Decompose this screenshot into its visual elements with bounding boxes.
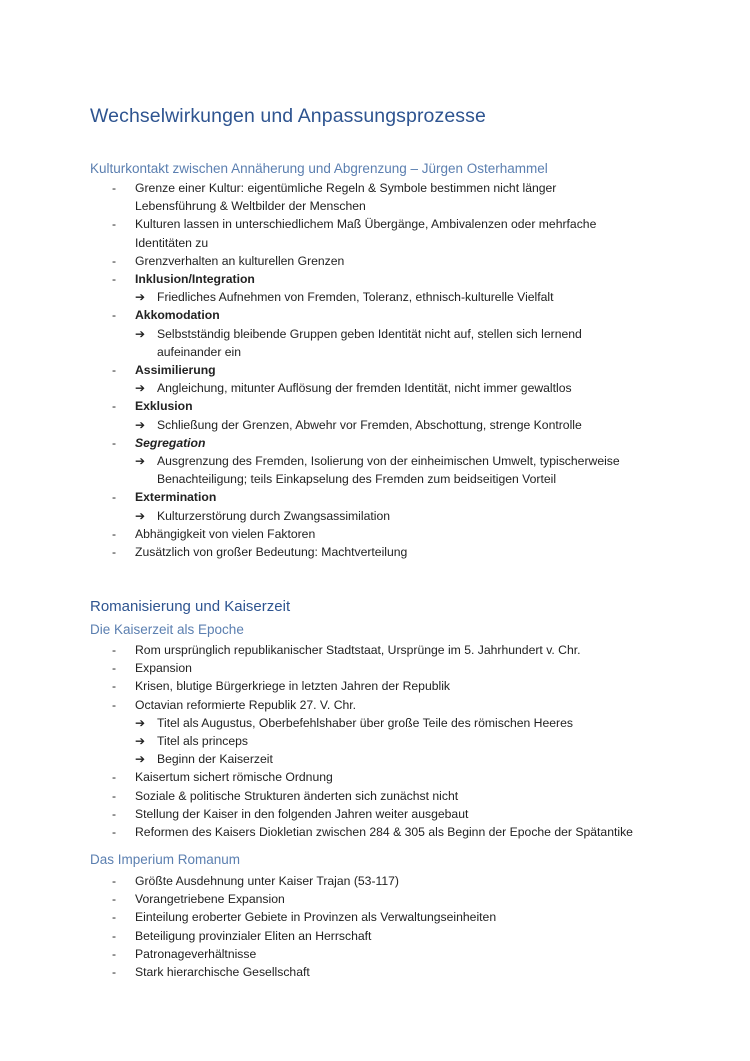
list-item-text bbox=[157, 379, 690, 397]
arrow-right-icon: ➔ bbox=[135, 715, 146, 730]
dash-bullet-icon: - bbox=[112, 363, 117, 378]
list-item-line: Patronageverhältnisse bbox=[135, 946, 257, 961]
list-item-text bbox=[135, 927, 690, 945]
bullet-list-item bbox=[90, 908, 690, 926]
list-item-line: Friedliches Aufnehmen von Fremden, Toleranz, ethnisch-kulturelle Vielfalt bbox=[157, 290, 554, 305]
dash-bullet-icon: - bbox=[112, 892, 117, 907]
dash-bullet-icon: - bbox=[112, 661, 117, 676]
dash-bullet-icon: - bbox=[112, 697, 117, 712]
bullet-list-item bbox=[90, 872, 690, 890]
dash-bullet-icon: - bbox=[112, 490, 117, 505]
dash-bullet-icon: - bbox=[112, 435, 117, 450]
list-item-text bbox=[135, 945, 690, 963]
bullet-list-item bbox=[90, 787, 690, 805]
dash-bullet-icon: - bbox=[112, 181, 117, 195]
arrow-right-icon: ➔ bbox=[135, 454, 146, 469]
list-item-line: Einteilung eroberter Gebiete in Provinzen als Verwaltungseinheiten bbox=[135, 910, 497, 925]
dash-bullet-icon: - bbox=[112, 217, 117, 232]
list-item-line: Rom ursprünglich republikanischer Stadtstaat, Ursprünge im 5. Jahrhundert v. Chr. bbox=[135, 643, 581, 657]
arrow-right-icon: ➔ bbox=[135, 508, 146, 523]
dash-bullet-icon: - bbox=[112, 399, 117, 414]
list-item-line: Grenzverhalten an kulturellen Grenzen bbox=[135, 253, 345, 268]
list-item-text bbox=[135, 696, 690, 714]
list-item-line: Titel als princeps bbox=[157, 734, 248, 749]
bullet-list-item bbox=[90, 270, 690, 288]
bullet-list-item bbox=[90, 434, 690, 452]
list-item-text bbox=[157, 507, 690, 525]
list-item-line: Kulturen lassen in unterschiedlichem Maß Übergänge, Ambivalenzen oder mehrfache bbox=[135, 217, 597, 232]
imperium-romanum-heading: Das Imperium Romanum bbox=[90, 852, 241, 867]
list-item-line: Expansion bbox=[135, 661, 192, 676]
arrow-list-item bbox=[90, 507, 690, 525]
list-item-line: Schließung der Grenzen, Abwehr vor Fremden, Abschottung, strenge Kontrolle bbox=[157, 417, 582, 432]
list-item-text bbox=[157, 325, 690, 361]
section-kulturkontakt-heading: Kulturkontakt zwischen Annäherung und Abgrenzung – Jürgen Osterhammel bbox=[90, 161, 548, 176]
list-item-line: Exklusion bbox=[135, 399, 193, 414]
list-item-line: Titel als Augustus, Oberbefehlshaber über große Teile des römischen Heeres bbox=[157, 715, 573, 730]
arrow-right-icon: ➔ bbox=[135, 381, 146, 396]
list-item-line: Soziale & politische Strukturen änderten sich zunächst nicht bbox=[135, 788, 459, 803]
list-item-text bbox=[135, 270, 690, 288]
bullet-list-item bbox=[90, 179, 690, 215]
bullet-list-item bbox=[90, 823, 690, 841]
list-item-line: Selbstständig bleibende Gruppen geben Identität nicht auf, stellen sich lernend bbox=[157, 326, 582, 341]
bullet-list-item bbox=[90, 215, 690, 251]
bullet-list-item bbox=[90, 677, 690, 695]
list-item-line: Beginn der Kaiserzeit bbox=[157, 752, 273, 767]
list-item-text bbox=[135, 659, 690, 677]
dash-bullet-icon: - bbox=[112, 308, 117, 323]
list-item-line: Beteiligung provinzialer Eliten an Herrschaft bbox=[135, 928, 372, 943]
bullet-list-item bbox=[90, 945, 690, 963]
bullet-list-item bbox=[90, 768, 690, 786]
dash-bullet-icon: - bbox=[112, 825, 117, 840]
dash-bullet-icon: - bbox=[112, 526, 117, 541]
bullet-list-item bbox=[90, 252, 690, 270]
list-item-text bbox=[135, 306, 690, 324]
arrow-list-item bbox=[90, 416, 690, 434]
list-item-text bbox=[157, 714, 690, 732]
list-item-text bbox=[135, 823, 690, 841]
bullet-list-item bbox=[90, 397, 690, 415]
list-item-text bbox=[135, 361, 690, 379]
arrow-right-icon: ➔ bbox=[135, 752, 146, 767]
bullet-list-item bbox=[90, 306, 690, 324]
bullet-list-item bbox=[90, 543, 690, 561]
list-item-line: Reformen des Kaisers Diokletian zwischen 284 & 305 als Beginn der Epoche der Spätantike bbox=[135, 825, 633, 840]
list-item-text bbox=[135, 787, 690, 805]
arrow-list-item bbox=[90, 325, 690, 361]
section-romanisierung-heading: Romanisierung und Kaiserzeit bbox=[90, 598, 291, 615]
list-item-line: Octavian reformierte Republik 27. V. Chr. bbox=[135, 697, 357, 712]
dash-bullet-icon: - bbox=[112, 770, 117, 785]
dash-bullet-icon: - bbox=[112, 272, 117, 287]
arrow-right-icon: ➔ bbox=[135, 290, 146, 305]
list-item-line: Extermination bbox=[135, 490, 217, 505]
arrow-list-item bbox=[90, 732, 690, 750]
list-item-text bbox=[135, 805, 690, 823]
list-item-text bbox=[135, 215, 690, 251]
bullet-list-item bbox=[90, 696, 690, 714]
arrow-right-icon: ➔ bbox=[135, 326, 146, 341]
dash-bullet-icon: - bbox=[112, 910, 117, 925]
kulturkontakt-list bbox=[90, 179, 690, 561]
bullet-list-item bbox=[90, 927, 690, 945]
list-item-text bbox=[157, 452, 690, 488]
list-item-text bbox=[135, 677, 690, 695]
kaiserzeit-list bbox=[90, 641, 690, 841]
list-item-line: Ausgrenzung des Fremden, Isolierung von der einheimischen Umwelt, typischerweise bbox=[157, 454, 620, 469]
arrow-right-icon: ➔ bbox=[135, 417, 146, 432]
list-item-text bbox=[135, 252, 690, 270]
list-item-text bbox=[135, 488, 690, 506]
bullet-list-item bbox=[90, 525, 690, 543]
list-item-line: aufeinander ein bbox=[157, 344, 242, 359]
list-item-line: Akkomodation bbox=[135, 308, 220, 323]
dash-bullet-icon: - bbox=[112, 545, 117, 560]
list-item-line: Krisen, blutige Bürgerkriege in letzten Jahren der Republik bbox=[135, 679, 451, 694]
arrow-list-item bbox=[90, 714, 690, 732]
list-item-text bbox=[135, 963, 690, 981]
dash-bullet-icon: - bbox=[112, 788, 117, 803]
list-item-text bbox=[135, 543, 690, 561]
bullet-list-item bbox=[90, 890, 690, 908]
imperium-romanum-list bbox=[90, 872, 690, 981]
list-item-text bbox=[157, 416, 690, 434]
list-item-text bbox=[135, 872, 690, 890]
arrow-list-item bbox=[90, 379, 690, 397]
list-item-line: Zusätzlich von großer Bedeutung: Machtverteilung bbox=[135, 545, 408, 560]
list-item-text bbox=[157, 732, 690, 750]
bullet-list-item bbox=[90, 641, 690, 659]
list-item-line: Benachteiligung; teils Einkapselung des Fremden zum beidseitigen Vorteil bbox=[157, 472, 557, 487]
list-item-line: Inklusion/Integration bbox=[135, 272, 255, 287]
dash-bullet-icon: - bbox=[112, 928, 117, 943]
list-item-line: Angleichung, mitunter Auflösung der fremden Identität, nicht immer gewaltlos bbox=[157, 381, 572, 396]
page-title: Wechselwirkungen und Anpassungsprozesse bbox=[90, 105, 486, 127]
kaiserzeit-epoche-heading: Die Kaiserzeit als Epoche bbox=[90, 622, 244, 637]
arrow-list-item bbox=[90, 750, 690, 768]
list-item-text bbox=[135, 768, 690, 786]
list-item-line: Stark hierarchische Gesellschaft bbox=[135, 965, 310, 980]
list-item-text bbox=[135, 397, 690, 415]
list-item-line: Identitäten zu bbox=[135, 235, 209, 250]
list-item-line: Vorangetriebene Expansion bbox=[135, 892, 285, 907]
bullet-list-item bbox=[90, 659, 690, 677]
list-item-text bbox=[135, 890, 690, 908]
list-item-line: Größte Ausdehnung unter Kaiser Trajan (53-117) bbox=[135, 874, 399, 888]
list-item-text bbox=[135, 434, 690, 452]
dash-bullet-icon: - bbox=[112, 965, 117, 980]
dash-bullet-icon: - bbox=[112, 643, 117, 657]
arrow-right-icon: ➔ bbox=[135, 734, 146, 749]
dash-bullet-icon: - bbox=[112, 806, 117, 821]
list-item-text bbox=[157, 288, 690, 306]
list-item-line: Segregation bbox=[135, 435, 206, 450]
list-item-text bbox=[157, 750, 690, 768]
bullet-list-item bbox=[90, 361, 690, 379]
list-item-line: Kulturzerstörung durch Zwangsassimilation bbox=[157, 508, 391, 523]
dash-bullet-icon: - bbox=[112, 874, 117, 888]
list-item-line: Stellung der Kaiser in den folgenden Jahren weiter ausgebaut bbox=[135, 806, 469, 821]
list-item-text bbox=[135, 179, 690, 215]
list-item-text bbox=[135, 641, 690, 659]
bullet-list-item bbox=[90, 963, 690, 981]
list-item-line: Grenze einer Kultur: eigentümliche Regeln & Symbole bestimmen nicht länger bbox=[135, 181, 557, 195]
list-item-text bbox=[135, 908, 690, 926]
list-item-line: Abhängigkeit von vielen Faktoren bbox=[135, 526, 316, 541]
arrow-list-item bbox=[90, 288, 690, 306]
bullet-list-item bbox=[90, 488, 690, 506]
dash-bullet-icon: - bbox=[112, 679, 117, 694]
list-item-line: Assimilierung bbox=[135, 363, 216, 378]
list-item-text bbox=[135, 525, 690, 543]
list-item-line: Kaisertum sichert römische Ordnung bbox=[135, 770, 333, 785]
arrow-list-item bbox=[90, 452, 690, 488]
dash-bullet-icon: - bbox=[112, 946, 117, 961]
dash-bullet-icon: - bbox=[112, 253, 117, 268]
bullet-list-item bbox=[90, 805, 690, 823]
list-item-line: Lebensführung & Weltbilder der Menschen bbox=[135, 199, 366, 214]
